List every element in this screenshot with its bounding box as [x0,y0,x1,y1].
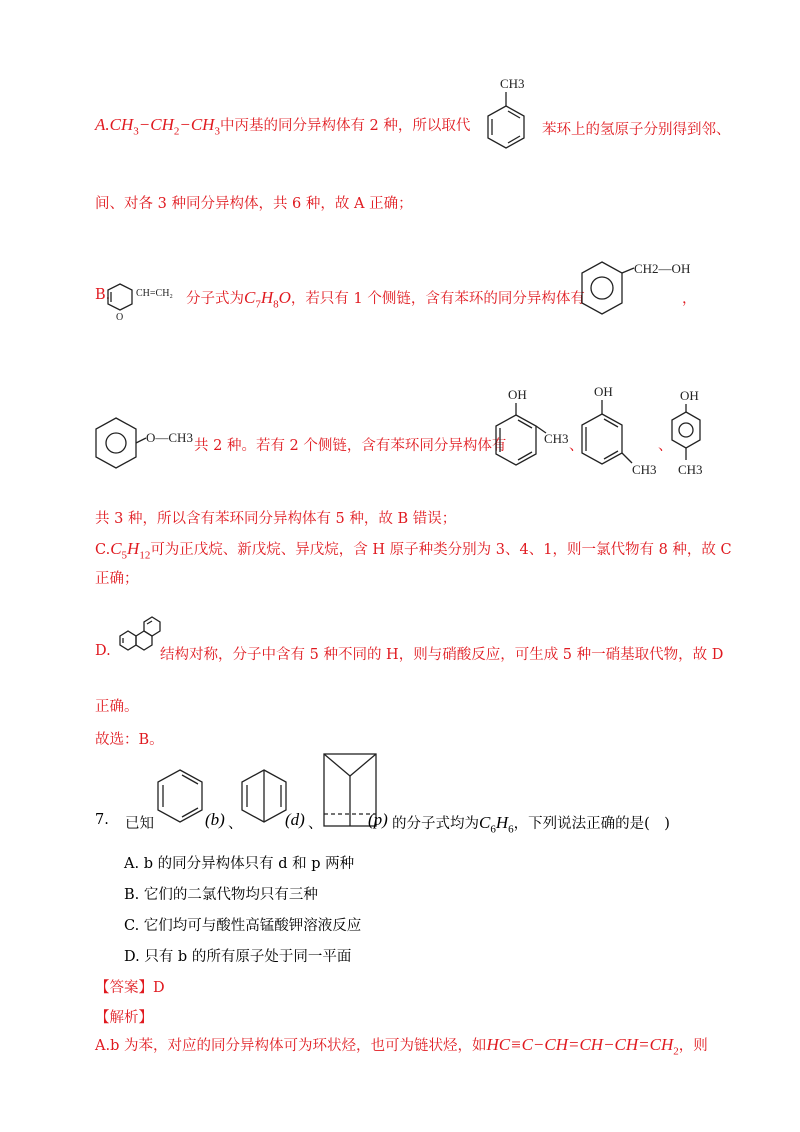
c6h6-formula: $C_6H_6$ [479,813,514,836]
q7-label-p: (p) [368,810,388,829]
sep-2: 、 [658,438,673,454]
p-cresol-structure [668,388,718,488]
section-a-line1: $A.CH_3-CH_2-CH_3$中丙基的同分异构体有 2 种，所以取代 [95,115,471,138]
section-a-line1-end: 苯环上的氢原子分别得到邻、 [542,122,731,138]
q7-option-c[interactable]: C. 它们均可与酸性高锰酸钾溶液反应 [124,918,362,934]
q7-text: 的分子式均为$C_6H_6$，下列说法正确的是( ) [392,813,670,836]
q7-option-b[interactable]: B. 它们的二氯代物均只有三种 [124,887,318,903]
section-b-line1-end: ， [682,291,697,307]
section-b-prefix: B. [95,287,111,303]
section-c-line1: $C.C_5H_{12}$可为正戊烷、新戊烷、异戊烷，含 H 原子种类分别为 3、4、1，则一氯代物有 8 种，故 C [95,539,732,562]
analysis-label: 【解析】 [95,1010,153,1026]
vinyl-label: CH=CH₂ [136,288,173,299]
answer-select: 故选：B。 [95,732,164,748]
q7-label-b: (b) [205,810,225,829]
m-cresol-structure [582,384,667,489]
q7-sep-2: 、 [308,816,323,832]
ring-o-label: O [116,312,124,323]
answer-value: D [153,980,165,996]
o-cresol-ch3: CH3 [544,431,569,446]
q7-lead: 已知 [125,816,154,832]
answer-row [95,976,165,997]
q7-option-a[interactable]: A. b 的同分异构体只有 d 和 p 两种 [124,856,355,872]
section-d-line1: 结构对称，分子中含有 5 种不同的 H，则与硝酸反应，可生成 5 种一硝基取代物，故 D [160,647,724,663]
m-cresol-ch3: CH3 [632,462,657,477]
p-cresol-ch3: CH3 [678,462,703,477]
toluene-ch3-label: CH3 [500,76,525,91]
analysis-formula: $HC\equiv C-CH=CH-CH=CH_2$ [486,1035,679,1058]
o-cresol-oh: OH [508,387,527,402]
section-d-prefix: D. [95,643,111,659]
c7h8o-formula: $C_7H_8O$ [244,288,291,311]
sep-1: 、 [569,438,584,454]
q7-label-d: (d) [285,810,305,829]
q7-option-d[interactable]: D. 只有 b 的所有原子处于同一平面 [124,949,352,965]
q7-sep-1: 、 [228,816,243,832]
answer-label: 【答案】 [95,980,153,996]
propane-formula: $A.CH_3-CH_2-CH_3$ [95,115,220,138]
dewar-benzene-d-structure [240,768,290,828]
section-b-line3: 共 3 种，所以含有苯环同分异构体有 5 种，故 B 错误； [95,511,457,527]
section-c-line2: 正确； [95,571,139,587]
anisole-structure [94,416,199,476]
benzene-b-structure [155,768,205,828]
q7-number: 7. [95,812,109,828]
p-cresol-oh: OH [680,388,699,403]
m-cresol-oh: OH [594,384,613,399]
ring-vinyl-structure [108,278,188,323]
anisole-label: O—CH3 [146,430,193,445]
benzyl-label: CH2—OH [634,261,691,276]
c5h12-formula: $C_5H_{12}$ [110,539,151,562]
toluene-structure [482,74,542,164]
analysis-line1: A.b 为苯，对应的同分异构体可为环状烃，也可为链状烃，如$HC\equiv C-CH=CH-CH=CH_2$，则 [95,1035,708,1058]
o-cresol-structure [494,387,574,482]
section-b-line1: 分子式为$C_7H_8O$，若只有 1 个侧链，含有苯环的同分异构体有 [186,288,585,311]
section-d-line2: 正确。 [95,699,139,715]
section-a-line2: 间、对各 3 种同分异构体，共 6 种，故 A 正确； [95,196,413,212]
section-b-line2: 共 2 种。若有 2 个侧链，含有苯环同分异构体有 [194,438,507,454]
